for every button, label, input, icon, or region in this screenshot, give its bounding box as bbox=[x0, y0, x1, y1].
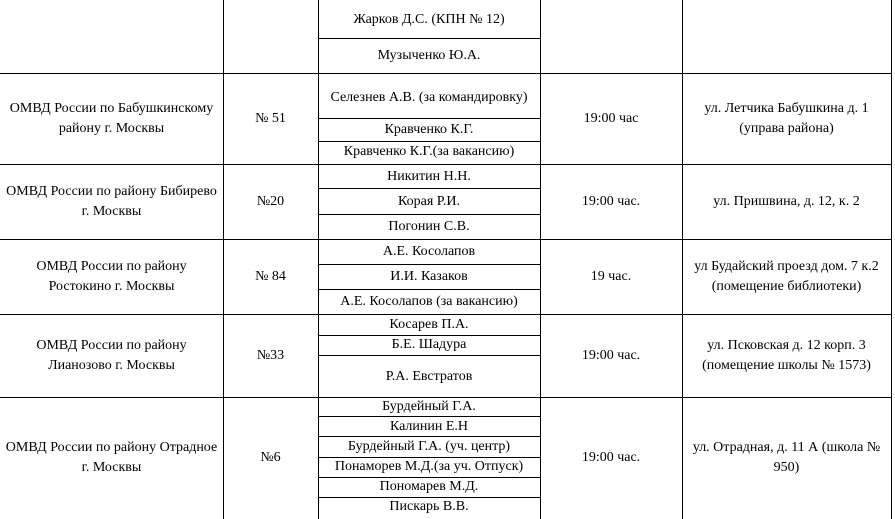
row-divider bbox=[318, 264, 540, 265]
district-department-cell: ОМВД России по району Бибирево г. Москвы bbox=[6, 183, 217, 219]
member-name-cell: А.Е. Косолапов bbox=[382, 244, 476, 259]
row-divider bbox=[0, 397, 891, 398]
column-divider bbox=[891, 0, 892, 519]
meeting-address-cell: ул Будайский проезд дом. 7 к.2 (помещение библиотеки) bbox=[694, 258, 879, 294]
meeting-time-cell: 19:00 час. bbox=[581, 450, 641, 465]
member-name-cell: Музыченко Ю.А. bbox=[377, 48, 481, 63]
row-divider bbox=[318, 497, 540, 498]
meeting-address-cell bbox=[686, 0, 887, 73]
member-name-cell: Корая Р.И. bbox=[398, 194, 460, 209]
district-department-cell: ОМВД России по Бабушкинскому району г. Москвы bbox=[9, 100, 214, 136]
member-name-cell: Никитин Н.Н. bbox=[387, 169, 471, 184]
member-name-cell: Калинин Е.Н bbox=[389, 419, 469, 434]
row-divider bbox=[318, 436, 540, 437]
meeting-address-cell: ул. Псковская д. 12 корп. 3 (помещение школы № 1573) bbox=[702, 337, 871, 373]
precinct-number-cell bbox=[223, 0, 318, 73]
meeting-time-cell bbox=[540, 0, 682, 73]
meeting-time-cell: 19:00 час bbox=[583, 110, 639, 126]
row-divider bbox=[0, 239, 891, 240]
member-name-cell: Б.Е. Шадура bbox=[391, 337, 467, 352]
meeting-address-cell: ул. Летчика Бабушкина д. 1 (управа района) bbox=[704, 100, 869, 136]
district-department-cell bbox=[0, 0, 223, 73]
row-divider bbox=[318, 118, 540, 119]
column-divider bbox=[223, 0, 224, 519]
member-name-cell: Понаморев М.Д.(за уч. Отпуск) bbox=[334, 459, 524, 474]
row-divider bbox=[318, 355, 540, 356]
precinct-number-cell: №33 bbox=[256, 347, 285, 363]
meeting-address-cell: ул. Отрадная, д. 11 А (школа № 950) bbox=[692, 440, 881, 475]
member-name-cell: Погонин С.В. bbox=[388, 219, 470, 234]
row-divider bbox=[318, 214, 540, 215]
column-divider bbox=[540, 0, 541, 519]
meeting-time-cell: 19:00 час. bbox=[581, 193, 641, 209]
member-name-cell: Бурдейный Г.А. bbox=[382, 399, 476, 414]
member-name-cell: И.И. Казаков bbox=[390, 269, 468, 284]
column-divider bbox=[682, 0, 683, 519]
column-divider bbox=[318, 0, 319, 519]
row-divider bbox=[0, 164, 891, 165]
district-department-cell: ОМВД России по району Отрадное г. Москвы bbox=[5, 440, 218, 475]
meeting-time-cell: 19:00 час. bbox=[581, 347, 641, 363]
precinct-number-cell: № 84 bbox=[255, 268, 286, 284]
member-name-cell: Кравченко К.Г. bbox=[384, 122, 474, 137]
member-name-cell: Косарев П.А. bbox=[389, 317, 469, 332]
row-divider bbox=[318, 38, 540, 39]
district-department-cell: ОМВД России по району Лианозово г. Москвы bbox=[36, 337, 187, 373]
member-name-cell: Пискарь В.В. bbox=[389, 499, 469, 514]
row-divider bbox=[318, 457, 540, 458]
row-divider bbox=[318, 335, 540, 336]
member-name-cell: Р.А. Евстратов bbox=[385, 369, 473, 384]
member-name-cell: Кравченко К.Г.(за вакансию) bbox=[343, 144, 515, 159]
member-name-cell: А.Е. Косолапов (за вакансию) bbox=[340, 294, 518, 309]
row-divider bbox=[318, 188, 540, 189]
row-divider bbox=[318, 289, 540, 290]
member-name-cell: Пономарев М.Д. bbox=[379, 479, 479, 494]
precinct-number-cell: №6 bbox=[260, 450, 281, 465]
row-divider bbox=[0, 314, 891, 315]
district-department-cell: ОМВД России по району Ростокино г. Москвы bbox=[36, 258, 187, 294]
row-divider bbox=[0, 73, 891, 74]
member-name-cell: Жарков Д.С. (КПН № 12) bbox=[353, 12, 505, 27]
meeting-address-cell: ул. Пришвина, д. 12, к. 2 bbox=[713, 193, 860, 209]
row-divider bbox=[318, 416, 540, 417]
member-name-cell: Бурдейный Г.А. (уч. центр) bbox=[347, 439, 511, 454]
precinct-number-cell: № 51 bbox=[255, 110, 286, 126]
member-name-cell: Селезнев А.В. (за командировку) bbox=[330, 90, 528, 105]
row-divider bbox=[318, 477, 540, 478]
row-divider bbox=[318, 141, 540, 142]
meeting-time-cell: 19 час. bbox=[590, 268, 632, 284]
precinct-number-cell: №20 bbox=[256, 193, 285, 209]
